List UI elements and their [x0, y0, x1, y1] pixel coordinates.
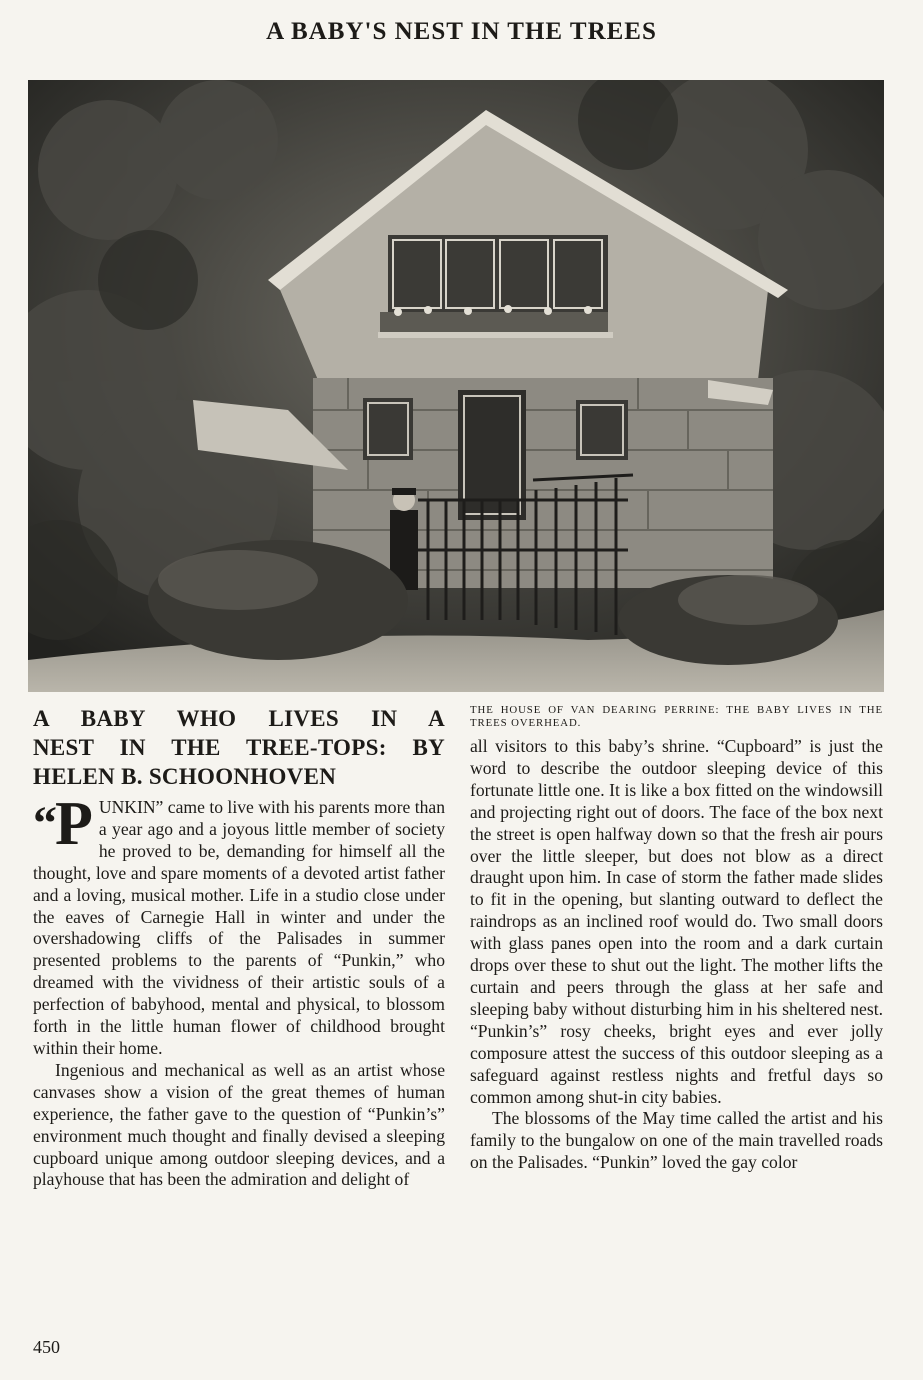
paragraph-1 — [33, 790, 445, 1060]
paragraph-4: The blossoms of the May time called the artist and his family to the bungalow on one of the main travelled roads on the Palisades. “Punkin” loved the gay color — [470, 1108, 883, 1173]
drop-cap-quote: “ — [33, 797, 55, 850]
headline-line: NEST IN THE TREE-TOPS: BY — [33, 735, 445, 760]
drop-cap-letter: P — [55, 790, 93, 858]
photo-caption: THE HOUSE OF VAN DEARING PERRINE: THE BABY LIVES IN THE TREES OVERHEAD. — [470, 704, 883, 729]
headline-line: A BABY WHO LIVES IN A — [33, 706, 445, 731]
headline-line: HELEN B. SCHOONHOVEN — [33, 764, 337, 789]
page-number: 450 — [33, 1337, 60, 1357]
paragraph-2: Ingenious and mechanical as well as an artist whose canvases show a vision of the great themes of human experience, the father gave to the question of “Punkin’s” environment much thought and finally devised a sleeping cupboard unique among outdoor sleeping devices, and a playhouse that has been the admiration and delight of — [33, 1059, 445, 1190]
paragraph-3: all visitors to this baby’s shrine. “Cupboard” is just the word to describe the outdoor sleeping device of this fortunate little one. It is like a box fitted on the windowsill and projecting right out of doors. The face of the box next the street is open halfway down so that the fresh air pours over the little sleeper, but does not blow as a direct draught upon him. In case of storm the father made slides to fit in the opening, but slanting outward to deflect the raindrops as an inclined roof would do. Two small doors with glass panes open into the room and a dark curtain drops over these to shut out the light. The mother lifts the curtain and peers through the glass at her safe and sleeping baby without disturbing him in his sheltered nest. “Punkin’s” rosy cheeks, bright eyes and ever jolly composure attest the success of this outdoor sleeping as a safeguard against restless nights and fretful days so common among shut-in city babies. — [470, 736, 883, 1107]
drop-cap — [33, 790, 93, 858]
running-head: A BABY'S NEST IN THE TREES — [266, 18, 657, 45]
paragraph-1-text: UNKIN” came to live with his parents more than a year ago and a joyous little member of society he proved to be, demanding for himself all the thought, love and spare moments of a devoted artist father and a loving, musical mother. Life in a studio close under the eaves of Carnegie Hall in winter and under the overshadowing cliffs of the Palisades in summer presented problems to the parents of “Punkin,” who dreamed with the vividness of their artistic souls of a perfection of babyhood, mental and physical, to blossom forth in the little human flower of childhood brought within their home. — [33, 797, 445, 1058]
article-headline — [33, 704, 445, 791]
house-photograph-icon — [28, 80, 884, 692]
house-photograph — [28, 80, 884, 692]
left-column — [33, 704, 445, 1191]
right-column — [470, 704, 883, 1174]
